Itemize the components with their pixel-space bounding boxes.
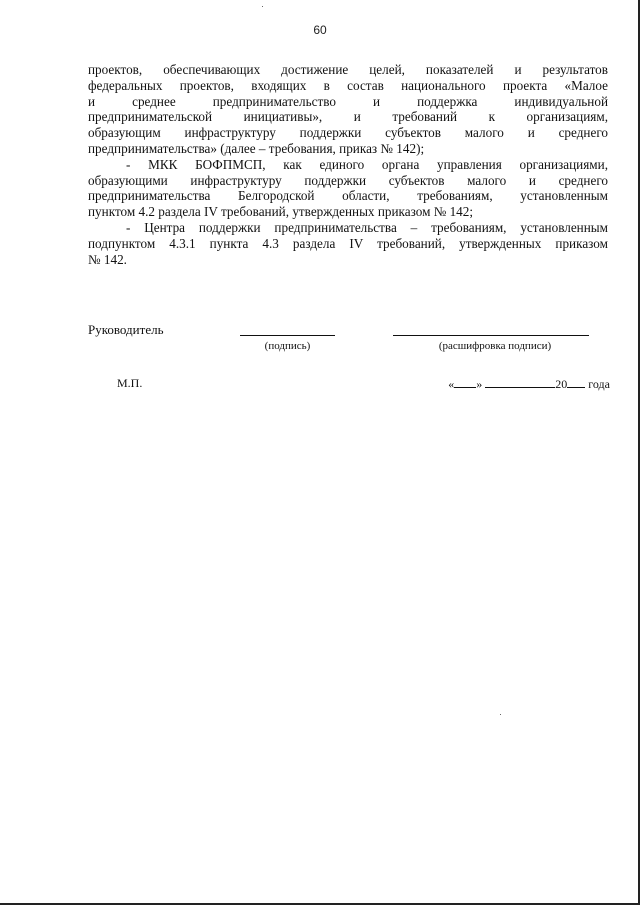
scan-speck: [500, 714, 501, 715]
text-line: пунктом 4.2 раздела IV требований, утвержденных приказом № 142;: [88, 204, 474, 220]
name-caption: (расшифровка подписи): [438, 340, 552, 352]
scan-speck: [262, 6, 263, 7]
stamp-label: М.П.: [117, 376, 143, 390]
signature-line: [240, 335, 335, 336]
date-line: [448, 376, 610, 392]
text-line: образующим инфраструктуру поддержки субъектов малого и среднего: [88, 125, 608, 141]
text-line: проектов, обеспечивающих достижение целей, показателей и результатов: [88, 62, 608, 77]
date-open-quote: «: [448, 377, 455, 391]
name-line: [393, 335, 589, 336]
body-text: [88, 62, 608, 267]
date-suffix: года: [588, 377, 610, 391]
date-day-blank: [454, 376, 476, 388]
text-line: федеральных проектов, входящих в состав национального проекта «Малое: [88, 77, 608, 93]
signature-caption: (подпись): [264, 340, 311, 352]
date-close-quote: »: [476, 377, 483, 391]
text-line: предпринимательства» (далее – требования, приказ № 142);: [88, 140, 425, 156]
text-line: - МКК БОФПМСП, как единого органа управления организациями,: [126, 156, 608, 172]
text-line: № 142.: [88, 251, 127, 267]
text-line: образующими инфраструктуру поддержки субъектов малого и среднего: [88, 172, 608, 188]
date-year-prefix: 20: [555, 377, 568, 391]
text-line: подпунктом 4.3.1 пункта 4.3 раздела IV требований, утвержденных приказом: [88, 235, 608, 251]
text-line: предпринимательства Белгородской области, требованиям, установленным: [88, 188, 608, 204]
text-line: и среднее предпринимательство и поддержка индивидуальной: [88, 93, 608, 109]
signature-title: Руководитель: [88, 322, 164, 337]
date-month-blank: [485, 376, 555, 388]
page-number: 60: [313, 23, 327, 37]
text-line: предпринимательской инициативы», и требований к организациям,: [88, 109, 608, 125]
text-line: - Центра поддержки предпринимательства – требованиям, установленным: [126, 219, 608, 235]
date-year-blank: [567, 376, 585, 388]
